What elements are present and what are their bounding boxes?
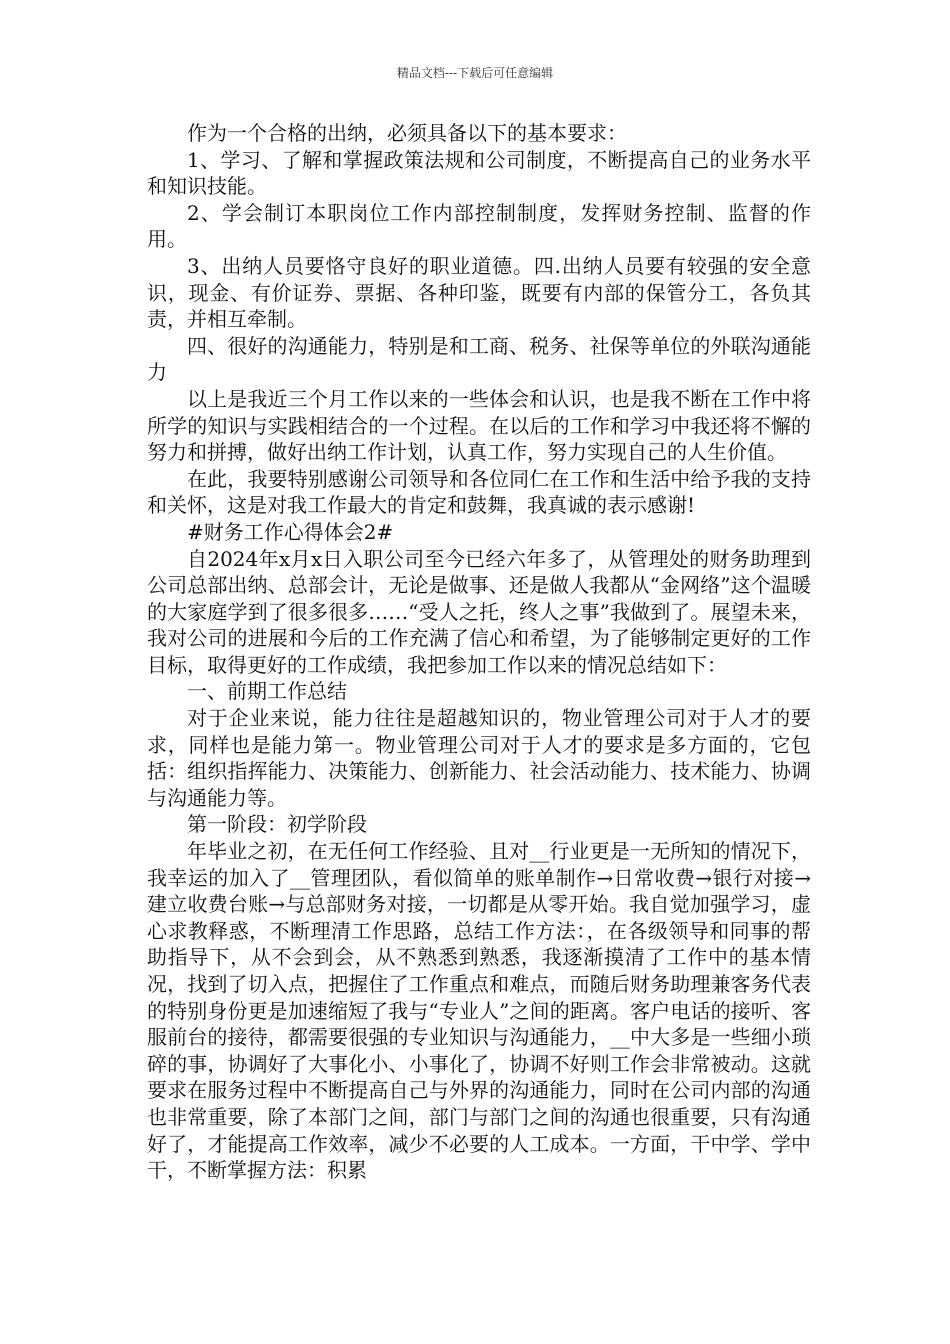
document-body [147,120,811,1184]
paragraph-requirements-intro: 作为一个合格的出纳，必须具备以下的基本要求： [187,121,627,145]
page-header: 精品文档---下载后可任意编辑 [396,66,554,80]
section-heading-2: #财务工作心得体会2# [187,519,394,544]
paragraph-thanks: 在此，我要特别感谢公司领导和各位同仁在工作和生活中给予我的支持和关怀，这是对我工作最大的肯定和鼓舞，我真诚的表示感谢! [147,466,811,518]
paragraph-ability: 对于企业来说，能力往往是超越知识的，物业管理公司对于人才的要求，同样也是能力第一。物业管理公司对于人才的要求是多方面的，它包括：组织指挥能力、决策能力、创新能力、社会活动能力、技术能力、协调与沟通能力等。 [147,706,811,810]
subheading-early-summary: 一、前期工作总结 [187,679,347,704]
paragraph-requirement-3: 3、出纳人员要恪守良好的职业道德。四.出纳人员要有较强的安全意识，现金、有价证券、票据、各种印鉴，既要有内部的保管分工，各负其责，并相互牵制。 [147,253,811,332]
paragraph-reflection: 以上是我近三个月工作以来的一些体会和认识，也是我不断在工作中将所学的知识与实践相结合的一个过程。在以后的工作和学习中我还将不懈的努力和拼搏，做好出纳工作计划，认真工作，努力实现自己的人生价值。 [147,386,811,465]
paragraph-requirement-1: 1、学习、了解和掌握政策法规和公司制度，不断提高自己的业务水平和知识技能。 [147,147,811,199]
paragraph-stage-1: 年毕业之初，在无任何工作经验、且对__行业更是一无所知的情况下，我幸运的加入了__管理团队，看似简单的账单制作→日常收费→银行对接→建立收费台账→与总部财务对接，一切都是从零开始。我自觉加强学习，虚心求教释惑，不断理清工作思路，总结工作方法：，在各级领导和同事的帮助指导下，从不会到会，从不熟悉到熟悉，我逐渐摸清了工作中的基本情况，找到了切入点，把握住了工作重点和难点，而随后财务助理兼客务代表的特别身份更是加速缩短了我与“专业人”之间的距离。客户电话的接听、客服前台的接待，都需要很强的专业知识与沟通能力，__中大多是一些细小琐碎的事，协调好了大事化小、小事化了，协调不好则工作会非常被动。这就要求在服务过程中不断提高自己与外界的沟通能力，同时在公司内部的沟通也非常重要，除了本部门之间，部门与部门之间的沟通也很重要，只有沟通好了，才能提高工作效率，减少不必要的人工成本。一方面，干中学、学中干，不断掌握方法：积累 [147,839,811,1183]
paragraph-requirement-2: 2、学会制订本职岗位工作内部控制制度，发挥财务控制、监督的作用。 [147,200,811,252]
paragraph-requirement-4: 四、很好的沟通能力，特别是和工商、税务、社保等单位的外联沟通能力 [147,333,811,385]
subheading-stage-1: 第一阶段：初学阶段 [187,812,367,837]
paragraph-intro-2: 自2024年x月x日入职公司至今已经六年多了，从管理处的财务助理到公司总部出纳、总部会计，无论是做事、还是做人我都从“金网络”这个温暖的大家庭学到了很多很多……“受人之托，终人之事”我做到了。展望未来，我对公司的进展和今后的工作充满了信心和希望，为了能够制定更好的工作目标，取得更好的工作成绩，我把参加工作以来的情况总结如下： [147,546,811,677]
